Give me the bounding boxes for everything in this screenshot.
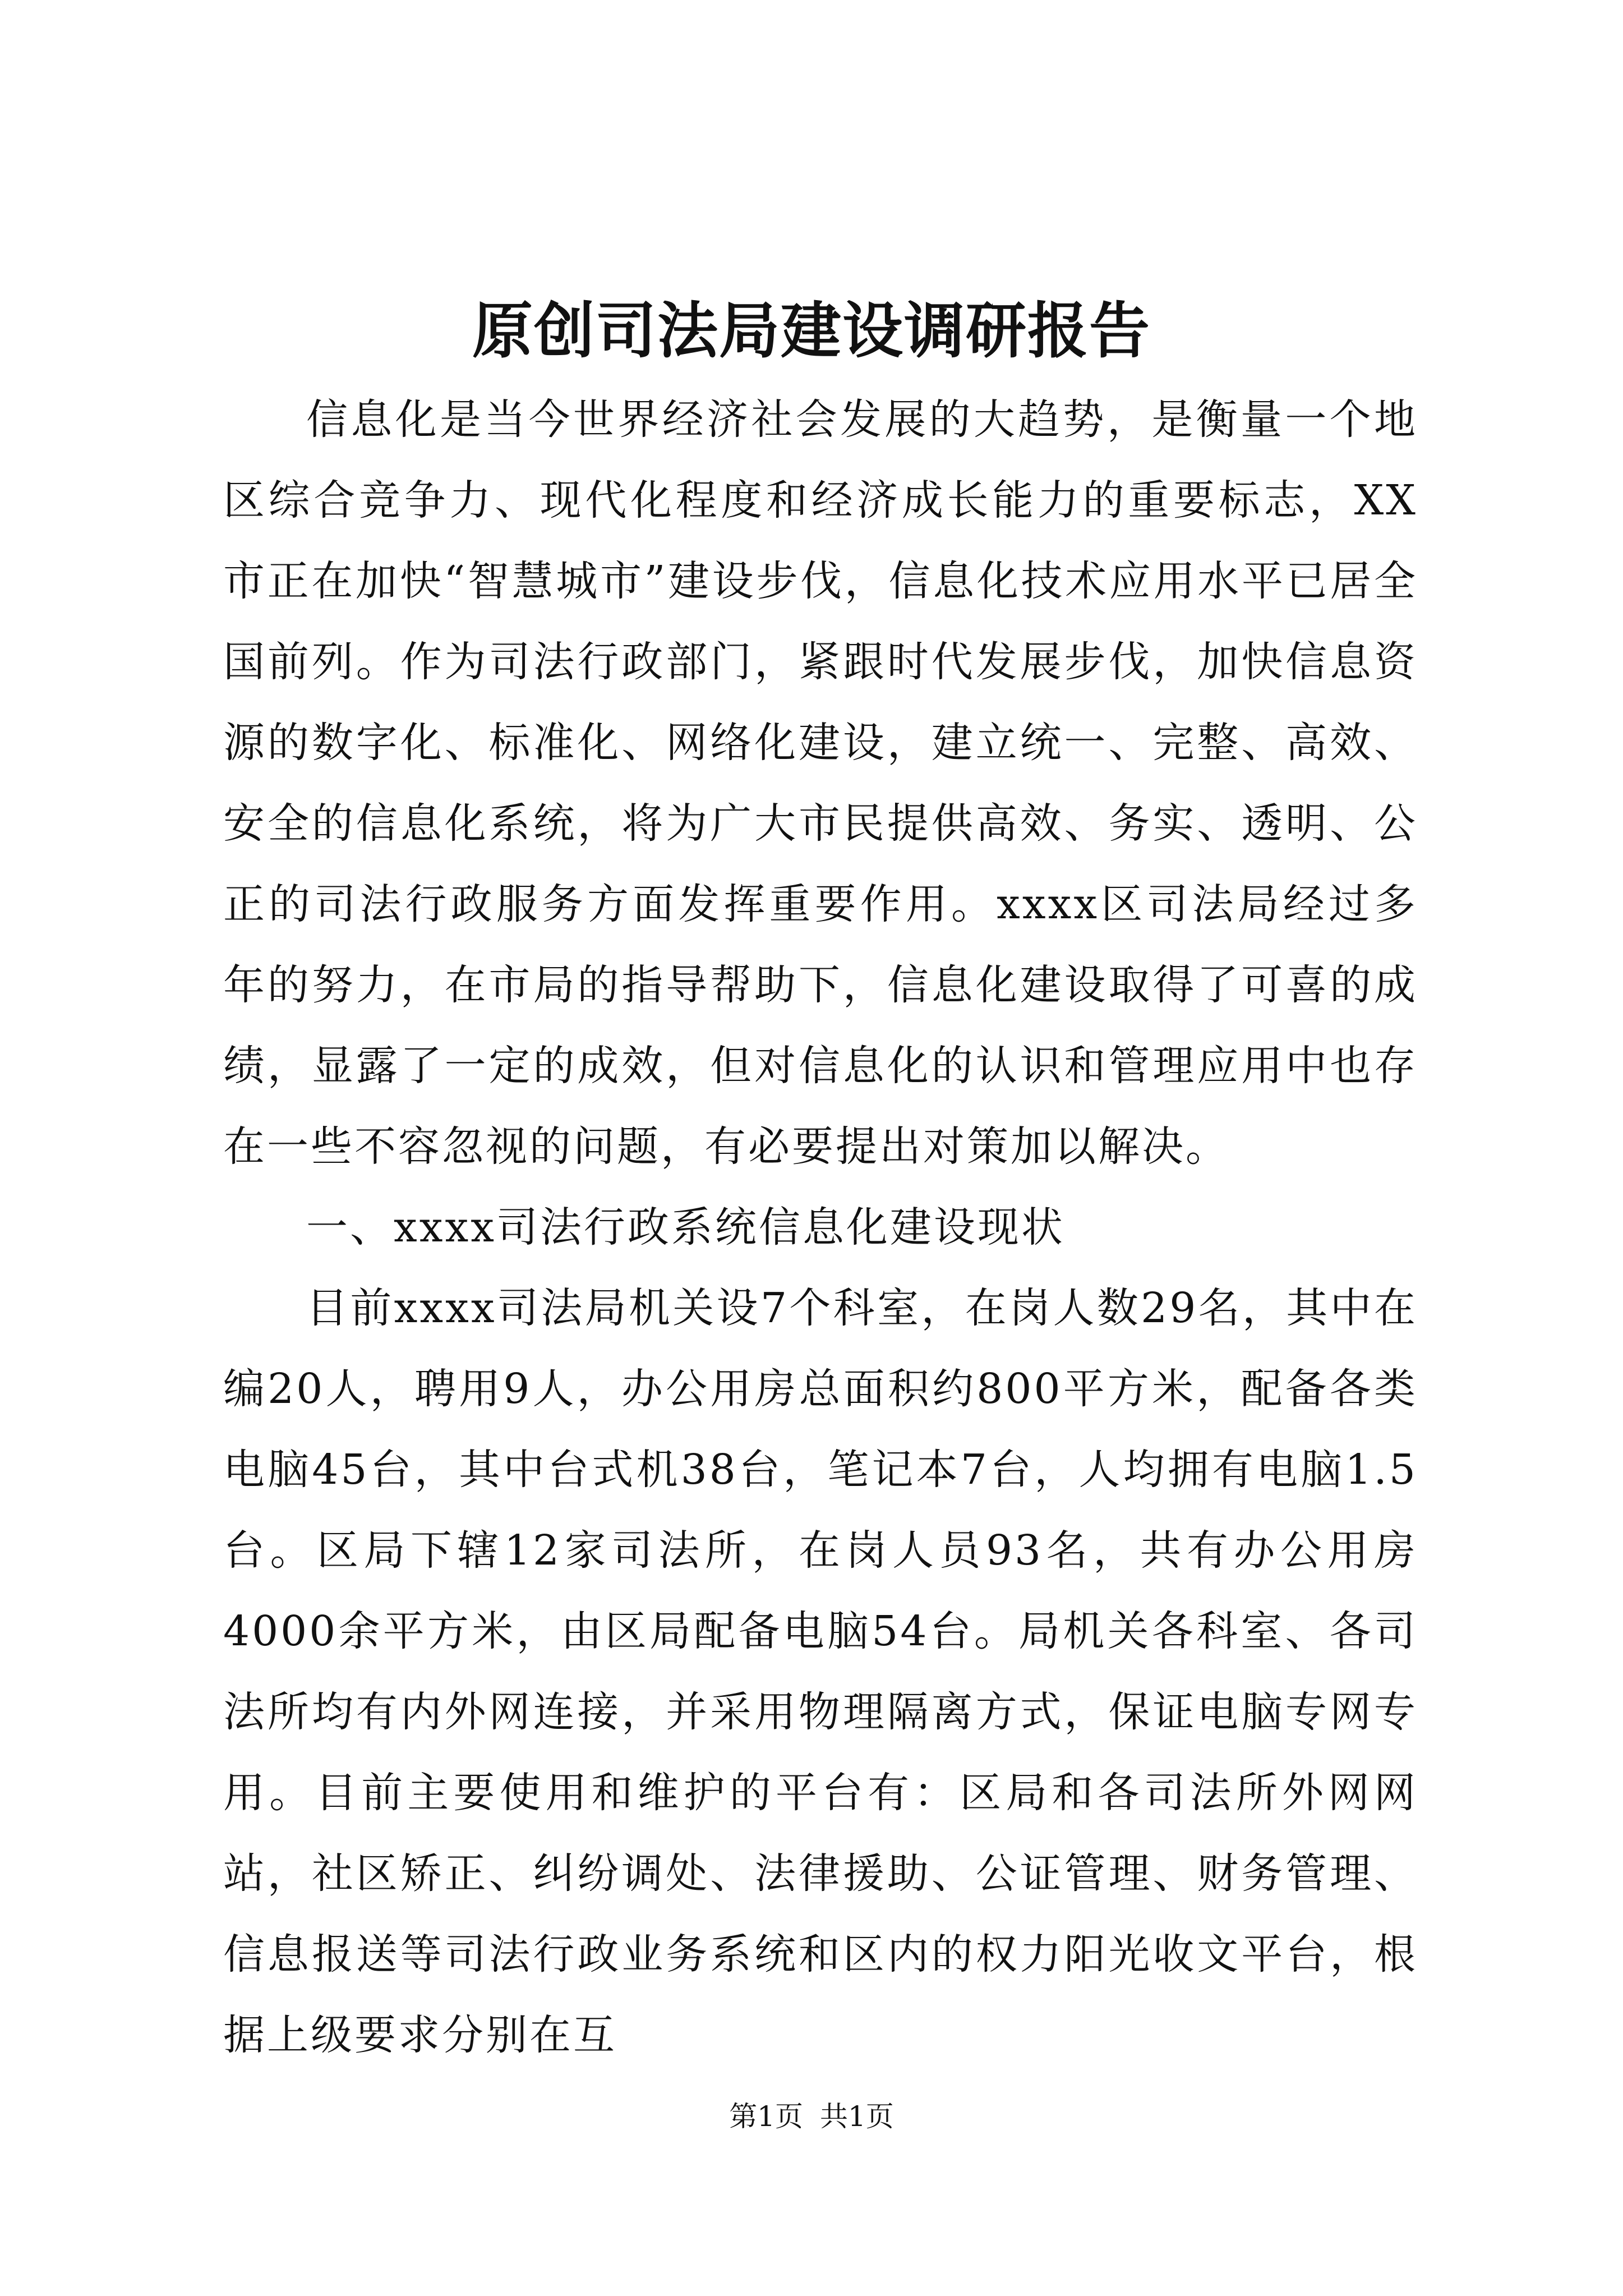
paragraph-intro: 信息化是当今世界经济社会发展的大趋势，是衡量一个地区综合竞争力、现代化程度和经济成长能力的重要标志，XX市正在加快“智慧城市”建设步伐，信息化技术应用水平已居全国前列。作为司法行政部门，紧跟时代发展步伐，加快信息资源的数字化、标准化、网络化建设，建立统一、完整、高效、安全的信息化系统，将为广大市民提供高效、务实、透明、公正的司法行政服务方面发挥重要作用。xxxx区司法局经过多年的努力，在市局的指导帮助下，信息化建设取得了可喜的成绩，显露了一定的成效，但对信息化的认识和管理应用中也存在一些不容忽视的问题，有必要提出对策加以解决。: [223, 395, 1418, 1171]
page-footer: [0, 2097, 1623, 2136]
page-total: 共1页: [820, 2100, 894, 2133]
document-title: 原创司法局建设调研报告: [472, 296, 1151, 366]
document-body: [223, 379, 1418, 2076]
section-heading: 一、xxxx司法行政系统信息化建设现状: [306, 1203, 1065, 1251]
page-number: 第1页: [729, 2100, 803, 2133]
paragraph-status: 目前xxxx司法局机关设7个科室，在岗人数29名，其中在编20人，聘用9人，办公用房总面积约800平方米，配备各类电脑45台，其中台式机38台，笔记本7台，人均拥有电脑1.5台。区局下辖12家司法所，在岗人员93名，共有办公用房4000余平方米，由区局配备电脑54台。局机关各科室、各司法所均有内外网连接，并采用物理隔离方式，保证电脑专网专用。目前主要使用和维护的平台有：区局和各司法所外网网站，社区矫正、纠纷调处、法律援助、公证管理、财务管理、信息报送等司法行政业务系统和区内的权力阳光收文平台，根据上级要求分别在互: [223, 1284, 1418, 2059]
